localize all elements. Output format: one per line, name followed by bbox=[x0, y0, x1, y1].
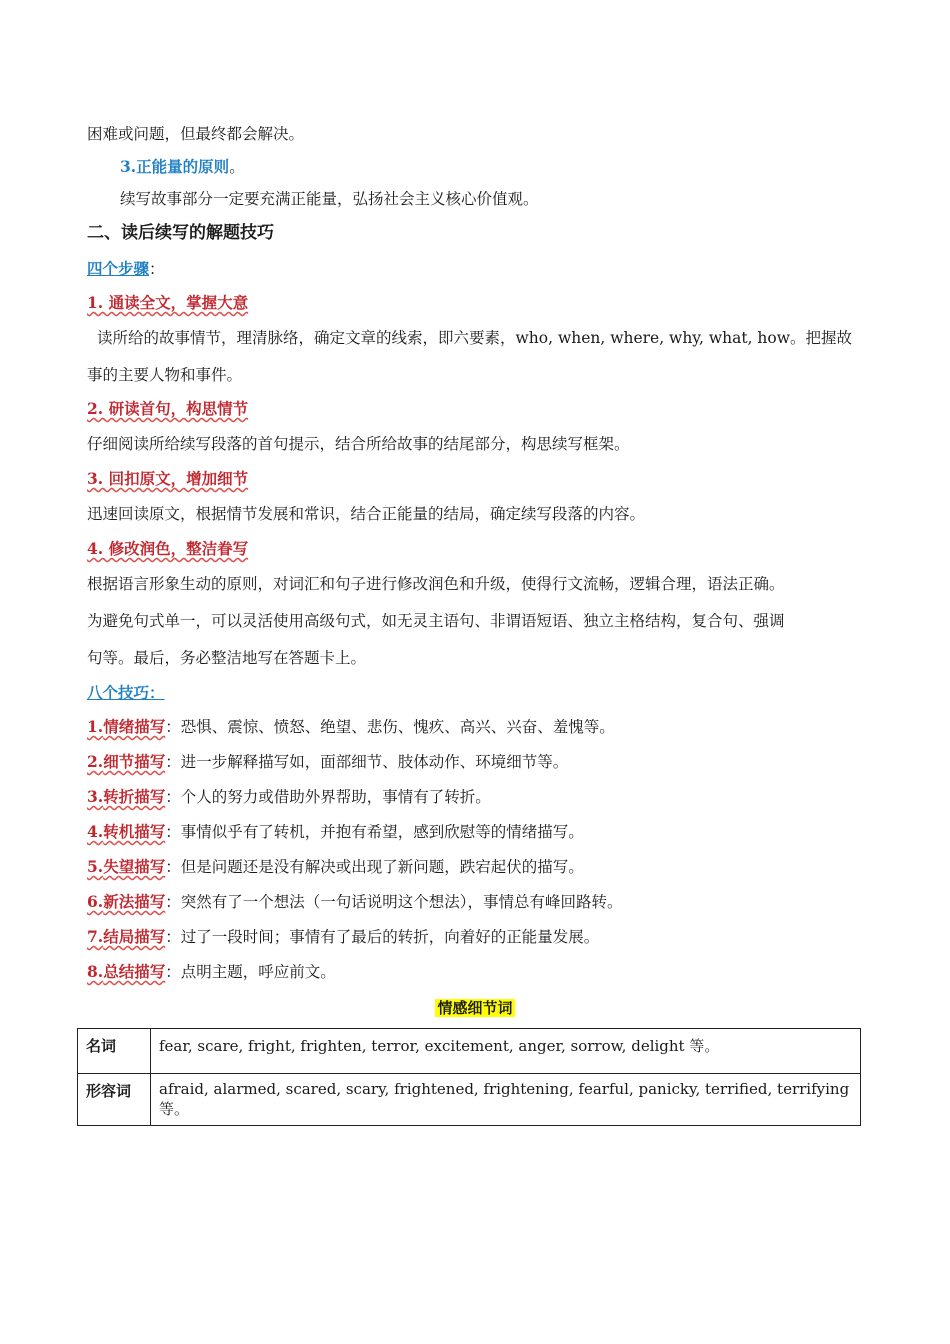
step-2-line-1: 仔细阅读所给续写段落的首句提示，结合所给故事的结尾部分，构思续写框架。 bbox=[87, 435, 630, 453]
table-row bbox=[78, 1029, 861, 1074]
section-2-title: 二、读后续写的解题技巧 bbox=[87, 223, 274, 243]
skill-2: 2.细节描写：进一步解释描写如，面部细节、肢体动作、环境细节等。 bbox=[87, 752, 569, 771]
step-4-line-3: 句等。最后，务必整洁地写在答题卡上。 bbox=[87, 649, 367, 667]
step-2-title: 2. 研读首句，构思情节 bbox=[87, 399, 249, 418]
table-row-key: 形容词 bbox=[78, 1074, 151, 1126]
intro-tail-text: 困难或问题，但最终都会解决。 bbox=[87, 125, 305, 143]
eight-skills-label: 八个技巧： bbox=[87, 683, 165, 702]
step-3-title: 3. 回扣原文，增加细节 bbox=[87, 469, 249, 488]
table-row-key: 名词 bbox=[78, 1029, 151, 1074]
step-3-line-1: 迅速回读原文，根据情节发展和常识，结合正能量的结局，确定续写段落的内容。 bbox=[87, 505, 646, 523]
step-1-title: 1. 通读全文，掌握大意 bbox=[87, 293, 249, 312]
skill-6: 6.新法描写：突然有了一个想法（一句话说明这个想法），事情总有峰回路转。 bbox=[87, 892, 623, 911]
four-steps-label: 四个步骤 bbox=[87, 259, 150, 278]
step-1-line-1: 读所给的故事情节，理清脉络，确定文章的线索，即六要素，who, when, where, why, what, how。把握故 bbox=[97, 329, 853, 347]
table-row-value: fear, scare, fright, frighten, terror, excitement, anger, sorrow, delight 等。 bbox=[151, 1029, 861, 1074]
four-steps-heading bbox=[87, 259, 165, 279]
step-4-line-2: 为避免句式单一，可以灵活使用高级句式，如无灵主语句、非谓语短语、独立主格结构，复合句、强调 bbox=[87, 612, 785, 630]
table-caption: 情感细节词 bbox=[437, 999, 513, 1017]
skill-4: 4.转机描写：事情似乎有了转机，并抱有希望，感到欣慰等的情绪描写。 bbox=[87, 822, 584, 841]
principle-3-end: 。 bbox=[229, 158, 245, 176]
eight-skills-heading bbox=[87, 683, 165, 703]
skill-8: 8.总结描写：点明主题，呼应前文。 bbox=[87, 962, 336, 981]
four-steps-colon: ： bbox=[149, 260, 165, 278]
principle-3-body: 续写故事部分一定要充满正能量，弘扬社会主义核心价值观。 bbox=[120, 190, 539, 208]
step-4-line-1: 根据语言形象生动的原则，对词汇和句子进行修改润色和升级，使得行文流畅，逻辑合理，语法正确。 bbox=[87, 575, 785, 593]
table-row-value: afraid, alarmed, scared, scary, frightened, frightening, fearful, panicky, terrified, terrifying 等。 bbox=[151, 1074, 861, 1126]
step-4-title: 4. 修改润色，整洁眷写 bbox=[87, 539, 249, 558]
skill-3: 3.转折描写：个人的努力或借助外界帮助，事情有了转折。 bbox=[87, 787, 491, 806]
skill-7: 7.结局描写：过了一段时间；事情有了最后的转折，向着好的正能量发展。 bbox=[87, 927, 600, 946]
step-1-line-2: 事的主要人物和事件。 bbox=[87, 366, 243, 384]
principle-3-title: 3.正能量的原则 bbox=[120, 157, 230, 176]
skill-5: 5.失望描写：但是问题还是没有解决或出现了新问题，跌宕起伏的描写。 bbox=[87, 857, 584, 876]
principle-3-heading bbox=[120, 157, 245, 177]
skill-1: 1.情绪描写：恐惧、震惊、愤怒、绝望、悲伤、愧疚、高兴、兴奋、羞愧等。 bbox=[87, 717, 615, 736]
table-row bbox=[78, 1074, 861, 1126]
emotion-words-table bbox=[77, 1028, 861, 1126]
